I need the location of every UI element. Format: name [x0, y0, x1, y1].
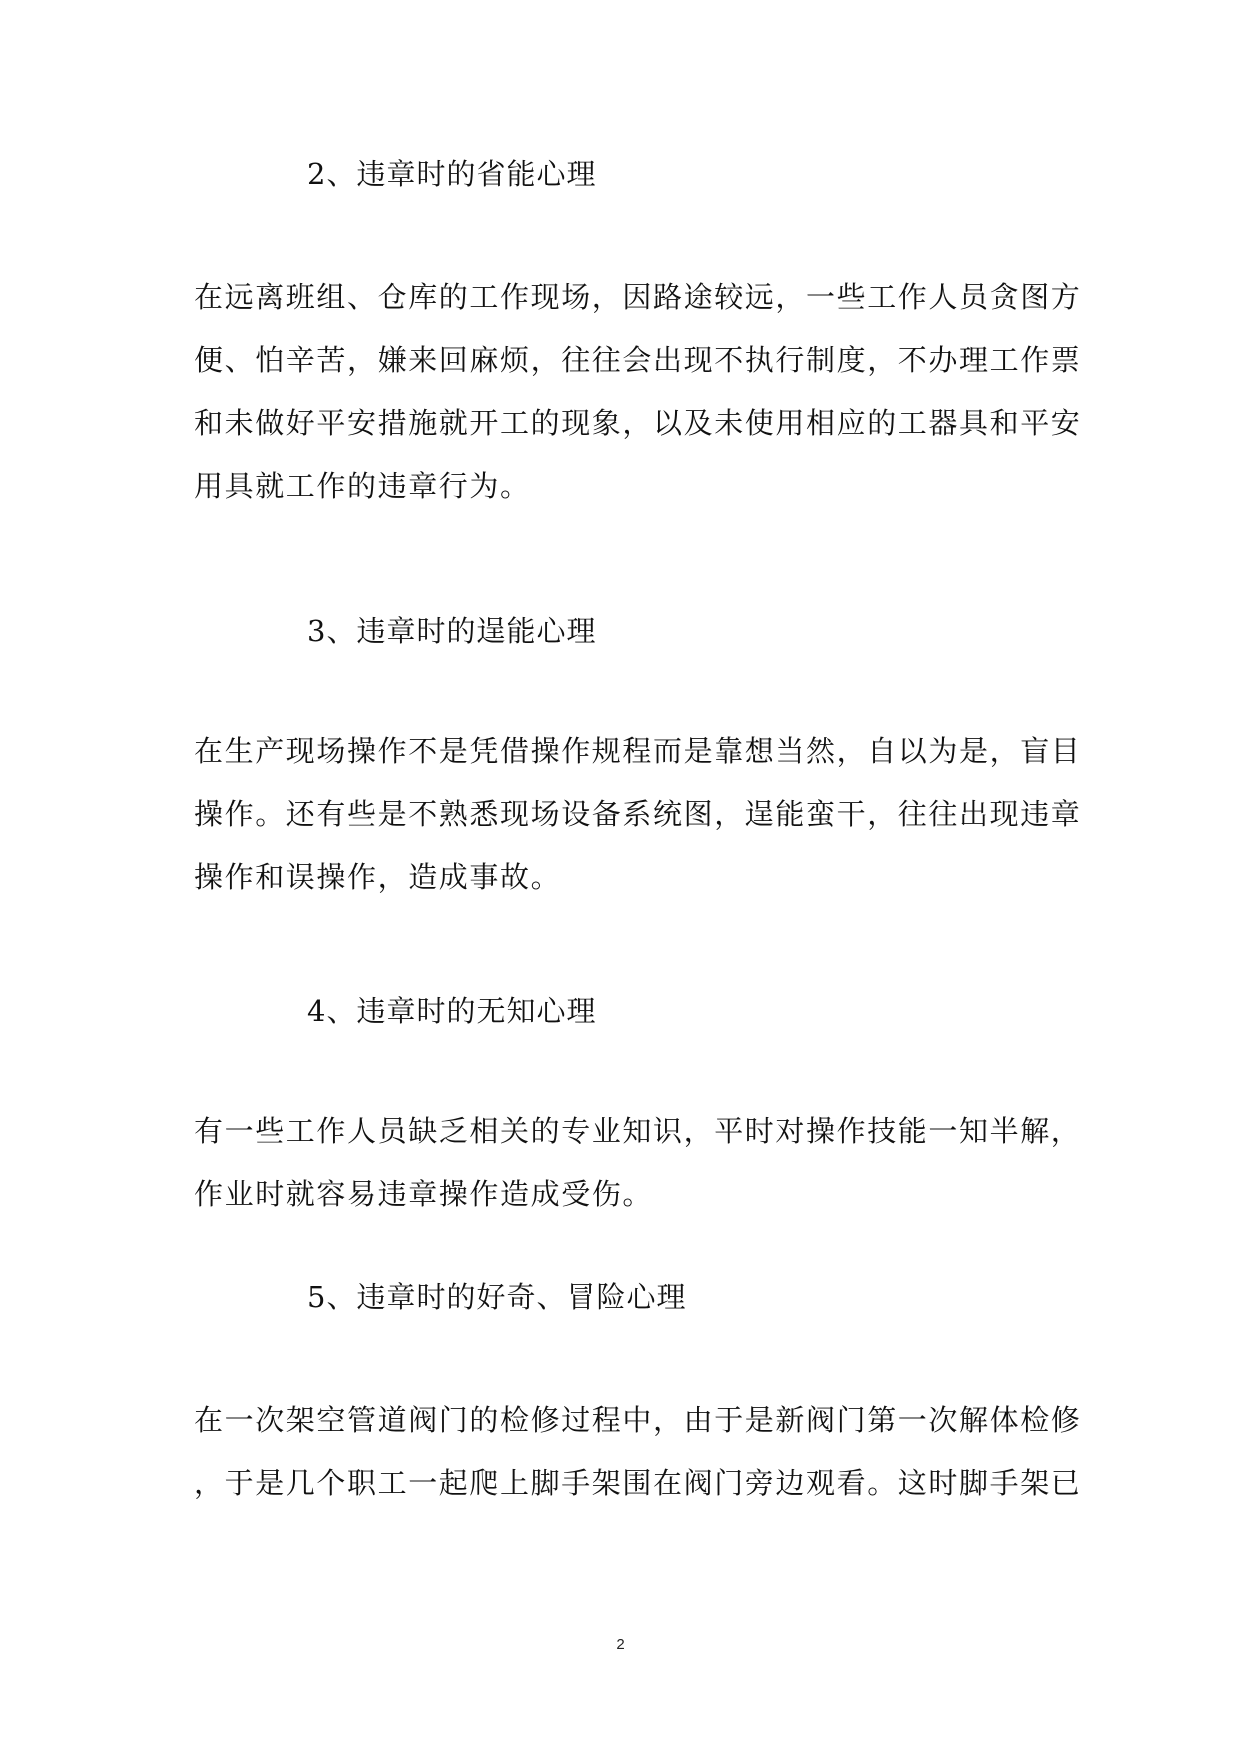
paragraph-line: 作业时就容易违章操作造成受伤。 — [194, 1177, 654, 1211]
paragraph-line: 便、怕辛苦，嫌来回麻烦，往往会出现不执行制度，不办理工作票 — [194, 343, 1082, 377]
section-heading-5: 5、违章时的好奇、冒险心理 — [307, 1280, 687, 1314]
paragraph-line: 操作和误操作，造成事故。 — [194, 860, 562, 894]
paragraph-line: 在一次架空管道阀门的检修过程中，由于是新阀门第一次解体检修 — [194, 1403, 1082, 1437]
paragraph-line: 在生产现场操作不是凭借操作规程而是靠想当然，自以为是，盲目 — [194, 734, 1082, 768]
paragraph-line: 有一些工作人员缺乏相关的专业知识，平时对操作技能一知半解， — [194, 1114, 1082, 1148]
paragraph-line: ，于是几个职工一起爬上脚手架围在阀门旁边观看。这时脚手架已 — [194, 1466, 1082, 1500]
paragraph-line: 操作。还有些是不熟悉现场设备系统图，逞能蛮干，往往出现违章 — [194, 797, 1082, 831]
paragraph-line: 和未做好平安措施就开工的现象，以及未使用相应的工器具和平安 — [194, 406, 1082, 440]
section-heading-4: 4、违章时的无知心理 — [307, 994, 597, 1028]
paragraph-line: 用具就工作的违章行为。 — [194, 469, 531, 503]
page-number: 2 — [616, 1636, 625, 1653]
section-heading-2: 2、违章时的省能心理 — [307, 157, 597, 191]
section-heading-3: 3、违章时的逞能心理 — [307, 614, 597, 648]
paragraph-line: 在远离班组、仓库的工作现场，因路途较远，一些工作人员贪图方 — [194, 280, 1082, 314]
